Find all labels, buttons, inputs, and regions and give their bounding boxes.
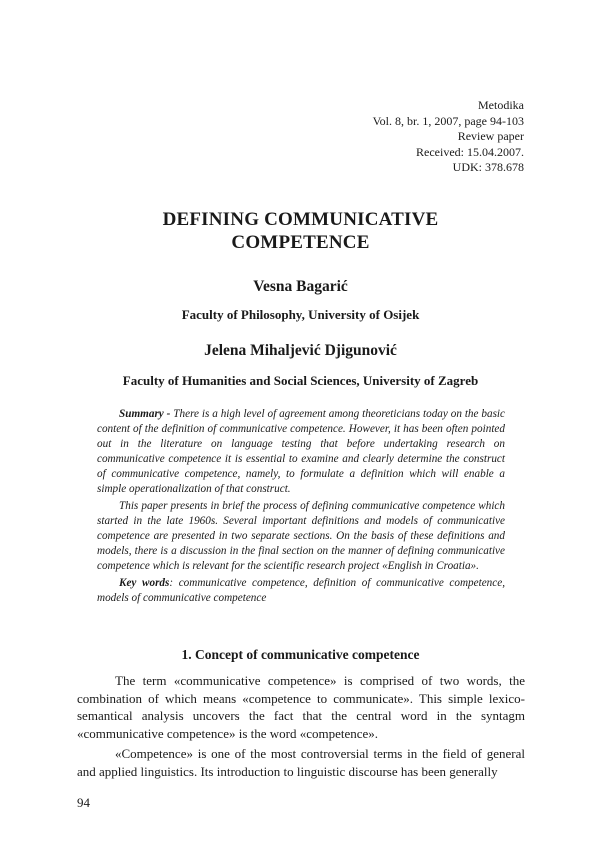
paper-type: Review paper — [457, 129, 524, 143]
title-line-2: COMPETENCE — [231, 232, 370, 253]
received-date: Received: 15.04.2007. — [416, 144, 524, 159]
journal-info — [373, 98, 524, 176]
title-line-1: DEFINING COMMUNICATIVE — [162, 209, 439, 230]
abstract-summary — [97, 407, 505, 497]
udk-code: UDK: 378.678 — [452, 160, 524, 174]
summary-label: Summary - — [119, 408, 171, 420]
author-name: Vesna Bagarić — [253, 278, 348, 295]
journal-name: Metodika — [478, 98, 524, 112]
keywords-label: Key words — [119, 577, 170, 589]
author-affiliation: Faculty of Philosophy, University of Osijek — [181, 307, 420, 322]
paper-title — [0, 208, 601, 254]
author-affiliation: Faculty of Humanities and Social Sciences, University of Zagreb — [122, 373, 479, 388]
body-paragraph: «Competence» is one of the most controversial terms in the field of general and applied linguistics. Its introduction to linguistic discourse has been generally — [77, 746, 525, 779]
body-text — [77, 672, 525, 780]
keywords — [97, 576, 505, 606]
section-heading: 1. Concept of communicative competence — [181, 647, 420, 662]
summary-text: There is a high level of agreement among theoreticians today on the basic content of the definition of communicative competence. However, it has been often pointed out in the literature on language testing that before undertaking research on communicative competence it is essential to examine and clearly determine the construct of communicative competence, namely, to formulate a definition which will enable a simple operationalization of that construct. — [97, 408, 505, 495]
body-paragraph: The term «communicative competence» is comprised of two words, the combination of which means «competence to communicate». This simple lexico-semantical analysis uncovers the fact that the central word in the syntagm «communicative competence» is the word «competence». — [77, 673, 525, 741]
page-number: 94 — [77, 795, 90, 810]
journal-volume: Vol. 8, br. 1, 2007, page 94-103 — [372, 113, 524, 128]
keywords-text: : communicative competence, definition of communicative competence, models of communicative competence — [97, 577, 506, 604]
abstract — [97, 407, 505, 606]
author-name: Jelena Mihaljević Djigunović — [204, 342, 397, 359]
abstract-paragraph: This paper presents in brief the process of defining communicative competence which started in the late 1960s. Several important definitions and models of communicative competence are presented in two separate sections. On the basis of these definitions and models, there is a discussion in the final section on the manner of defining communicative competence which is relevant for the scientific research project «English in Croatia». — [97, 500, 505, 572]
